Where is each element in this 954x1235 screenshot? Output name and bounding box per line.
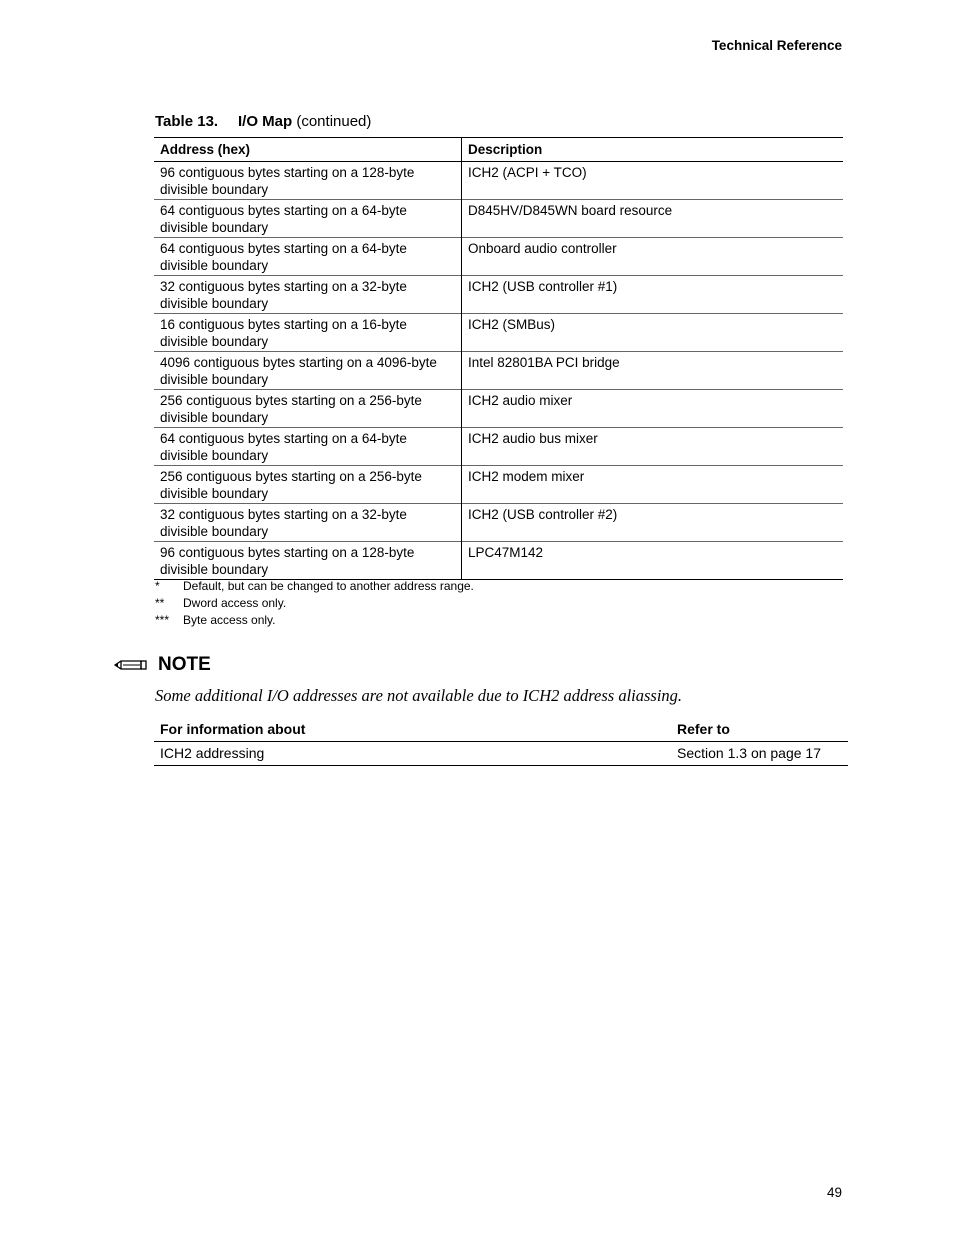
- address-cell: 32 contiguous bytes starting on a 32-byte divisible boundary: [154, 504, 462, 542]
- table-row: [154, 390, 843, 428]
- table-title: I/O Map: [238, 113, 293, 130]
- reference-topic: ICH2 addressing: [160, 745, 265, 761]
- address-cell: 64 contiguous bytes starting on a 64-byte divisible boundary: [154, 200, 462, 238]
- description-cell: Onboard audio controller: [468, 241, 617, 256]
- description-cell: ICH2 audio mixer: [468, 393, 573, 408]
- address-cell: 4096 contiguous bytes starting on a 4096-byte divisible boundary: [154, 352, 462, 390]
- footnote-mark: **: [155, 596, 165, 610]
- table-header-row: [154, 138, 843, 162]
- running-header: Technical Reference: [711, 38, 842, 53]
- column-header-address: Address (hex): [154, 138, 462, 162]
- description-cell: Intel 82801BA PCI bridge: [468, 355, 620, 370]
- table-caption: [155, 113, 371, 130]
- footnote-text: Byte access only.: [183, 613, 276, 627]
- table-row: [154, 542, 843, 580]
- table-row: [154, 162, 843, 200]
- page-number: 49: [826, 1185, 842, 1200]
- address-cell: 256 contiguous bytes starting on a 256-byte divisible boundary: [154, 390, 462, 428]
- column-header-refer: Refer to: [677, 721, 730, 737]
- note-text: Some additional I/O addresses are not available due to ICH2 address aliassing.: [155, 686, 683, 705]
- address-cell: 64 contiguous bytes starting on a 64-byte divisible boundary: [154, 238, 462, 276]
- footnote-mark: *: [155, 579, 160, 593]
- footnote: [155, 595, 474, 612]
- reference-target: Section 1.3 on page 17: [677, 745, 822, 761]
- table-row: [154, 428, 843, 466]
- description-cell: ICH2 (USB controller #2): [468, 507, 618, 522]
- address-cell: 256 contiguous bytes starting on a 256-byte divisible boundary: [154, 466, 462, 504]
- footnote: [155, 612, 474, 629]
- table-row: [154, 276, 843, 314]
- address-cell: 16 contiguous bytes starting on a 16-byte divisible boundary: [154, 314, 462, 352]
- description-cell: ICH2 (USB controller #1): [468, 279, 618, 294]
- table-row: [154, 504, 843, 542]
- description-cell: LPC47M142: [468, 545, 544, 560]
- table-row: [154, 238, 843, 276]
- description-cell: ICH2 audio bus mixer: [468, 431, 598, 446]
- io-map-table: [154, 137, 843, 580]
- reference-table: [154, 718, 848, 766]
- footnote: [155, 578, 474, 595]
- table-number: Table 13.: [155, 113, 219, 130]
- reference-header-row: [154, 718, 848, 742]
- note-title: NOTE: [158, 654, 211, 675]
- address-cell: 96 contiguous bytes starting on a 128-byte divisible boundary: [154, 542, 462, 580]
- description-cell: ICH2 (ACPI + TCO): [468, 165, 587, 180]
- table-footnotes: [155, 578, 474, 629]
- column-header-description: Description: [468, 142, 543, 157]
- address-cell: 32 contiguous bytes starting on a 32-byte divisible boundary: [154, 276, 462, 314]
- footnote-text: Default, but can be changed to another address range.: [183, 579, 474, 593]
- table-row: [154, 314, 843, 352]
- address-cell: 96 contiguous bytes starting on a 128-byte divisible boundary: [154, 162, 462, 200]
- description-cell: D845HV/D845WN board resource: [468, 203, 673, 218]
- column-header-topic: For information about: [160, 721, 306, 737]
- footnote-text: Dword access only.: [183, 596, 287, 610]
- reference-row: [154, 742, 848, 766]
- table-caption-suffix: (continued): [296, 113, 372, 130]
- table-row: [154, 466, 843, 504]
- table-row: [154, 352, 843, 390]
- table-row: [154, 200, 843, 238]
- description-cell: ICH2 (SMBus): [468, 317, 556, 332]
- address-cell: 64 contiguous bytes starting on a 64-byte divisible boundary: [154, 428, 462, 466]
- footnote-mark: ***: [155, 613, 170, 627]
- pencil-icon: [113, 655, 149, 675]
- note-heading: [113, 654, 211, 676]
- description-cell: ICH2 modem mixer: [468, 469, 585, 484]
